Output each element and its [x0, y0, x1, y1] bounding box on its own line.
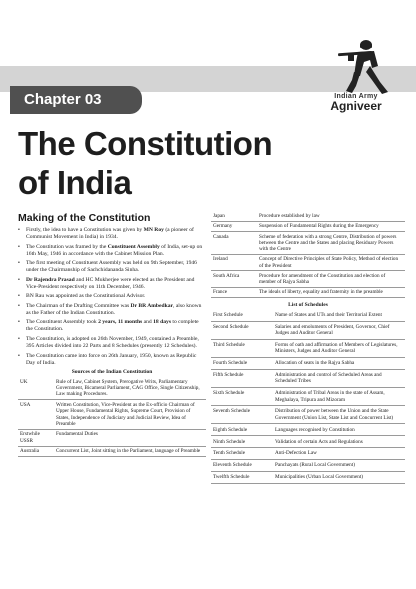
source-features: Rule of Law, Cabinet System, Prerogative Writs, Parliamentary Government, Bicameral Parliament, CAG Office, Single Citizenship, Law making Procedures.	[54, 377, 206, 400]
section-heading: Making of the Constitution	[18, 212, 151, 224]
schedule-description: Anti-Defection Law	[273, 448, 405, 460]
schedule-name: Ninth Schedule	[211, 436, 273, 448]
source-features: Concept of Directive Principles of State Policy, Method of election of the President	[257, 254, 405, 270]
source-country: Australia	[18, 446, 54, 456]
source-country: USA	[18, 400, 54, 430]
source-country: UK	[18, 377, 54, 400]
title-line2: of India	[18, 164, 132, 201]
schedule-description: Languages recognised by Constitution	[273, 424, 405, 436]
table-row	[211, 460, 405, 472]
table-row	[18, 400, 206, 430]
source-features: Fundamental Duties	[54, 429, 206, 446]
chapter-label: Chapter 03	[10, 86, 142, 114]
sources-table	[18, 377, 206, 457]
source-features: Procedure established by law	[257, 212, 405, 222]
table-row	[211, 232, 405, 255]
table-row	[211, 254, 405, 270]
table-row	[211, 388, 405, 406]
schedules-caption: List of Schedules	[288, 301, 328, 308]
bullet-item: ▪ The Chairman of the Drafting Committee was Dr BR Ambedkar, also known as the Father of the Indian Constitution.	[18, 303, 206, 317]
table-row	[211, 448, 405, 460]
table-row	[211, 471, 405, 483]
title-line1: The Constitution	[18, 125, 273, 162]
schedules-table	[211, 310, 405, 484]
bullet-item: ▪ The Constitution came into force on 26th January, 1950, known as Republic Day of India.	[18, 353, 206, 367]
table-row	[211, 357, 405, 369]
schedule-name: Seventh Schedule	[211, 406, 273, 424]
table-row	[211, 212, 405, 222]
table-row	[211, 310, 405, 321]
table-row	[18, 377, 206, 400]
source-features: Suspension of Fundamental Rights during the Emergency	[257, 222, 405, 232]
table-row	[211, 406, 405, 424]
schedule-name: Eighth Schedule	[211, 424, 273, 436]
bullet-item: ▪ The Constituent Assembly took 2 years, 11 months and 18 days to complete the Constitution.	[18, 319, 206, 333]
table-row	[211, 436, 405, 448]
bullet-item: ▪ Firstly, the idea to have a Constitution was given by MN Roy (a pioneer of Communist Movement in India) in 1934.	[18, 227, 206, 241]
source-features: The ideals of liberty, equality and fraternity in the preamble	[257, 287, 405, 297]
soldier-logo-icon	[336, 36, 396, 94]
schedule-description: Administration and control of Scheduled Areas and Scheduled Tribes	[273, 369, 405, 387]
schedule-name: Tenth Schedule	[211, 448, 273, 460]
schedule-description: Salaries and emoluments of President, Governor, Chief Judges and Auditor General	[273, 321, 405, 339]
right-column	[211, 212, 405, 484]
source-country: Ireland	[211, 254, 257, 270]
brand-logo	[316, 93, 396, 113]
table-row	[18, 446, 206, 456]
source-country: Canada	[211, 232, 257, 255]
schedule-name: Fourth Schedule	[211, 357, 273, 369]
schedule-name: Sixth Schedule	[211, 388, 273, 406]
bullet-item: ▪ Dr Rajendra Prasad and HC Mukherjee were elected as the President and Vice-President respectively on 11th December, 1946.	[18, 277, 206, 291]
schedule-name: Second Schedule	[211, 321, 273, 339]
schedule-name: Eleventh Schedule	[211, 460, 273, 472]
schedule-name: First Schedule	[211, 310, 273, 321]
schedule-description: Allocation of seats in the Rajya Sabha	[273, 357, 405, 369]
schedule-name: Twelfth Schedule	[211, 471, 273, 483]
table-row	[211, 424, 405, 436]
table-row	[211, 339, 405, 357]
schedule-description: Distribution of power between the Union and the State Government (Union List, State List and Concurrent List)	[273, 406, 405, 424]
table-row	[18, 429, 206, 446]
source-country: France	[211, 287, 257, 297]
sources-caption: Sources of the Indian Constitution	[71, 369, 153, 376]
table-row	[211, 287, 405, 297]
table-row	[211, 271, 405, 287]
schedule-description: Municipalities (Urban Local Government)	[273, 471, 405, 483]
source-features: Written Constitution, Vice-President as the Ex-officio Chairman of Upper House, Fundamental Rights, Supreme Court, Provision of States, Independence of Judiciary and Judicial Review, Idea of Preamble	[54, 400, 206, 430]
table-row	[211, 222, 405, 232]
schedule-description: Validation of certain Acts and Regulations	[273, 436, 405, 448]
schedule-description: Administration of Tribal Areas in the state of Assam, Meghalaya, Tripura and Mizoram	[273, 388, 405, 406]
source-country: Erstwhile USSR	[18, 429, 54, 446]
brand-line1: Indian Army	[334, 93, 378, 100]
sources-table-continued	[211, 212, 405, 298]
source-country: South Africa	[211, 271, 257, 287]
source-country: Germany	[211, 222, 257, 232]
schedule-description: Forms of oath and affirmation of Members of Legislatures, Ministers, Judges and Auditor General	[273, 339, 405, 357]
bullet-item: ▪ The Constitution was framed by the Constituent Assembly of India, set-up on 16th May, 1946 in accordance with the Cabinet Mission Plan.	[18, 244, 206, 258]
schedule-description: Name of States and UTs and their Territorial Extent	[273, 310, 405, 321]
brand-line2: Agniveer	[330, 99, 382, 113]
bullet-item: ▪ The first meeting of Constituent Assembly was held on 9th September, 1946 under the Chairmanship of Sachchidananda Sinha.	[18, 260, 206, 274]
left-column	[18, 212, 206, 457]
table-row	[211, 369, 405, 387]
source-features: Scheme of federation with a strong Centre, Distribution of powers between the Centre and the States and placing Residuary Powers with the Centre	[257, 232, 405, 255]
source-features: Procedure for amendment of the Constitution and election of member of Rajya Sabha	[257, 271, 405, 287]
schedule-name: Third Schedule	[211, 339, 273, 357]
bullet-item: ▪ The Constitution, is adopted on 26th November, 1949, contained a Preamble, 395 Articles divided into 22 Parts and 8 Schedules (presently 12 Schedules).	[18, 336, 206, 350]
schedule-name: Fifth Schedule	[211, 369, 273, 387]
table-row	[211, 321, 405, 339]
schedule-description: Panchayats (Rural Local Government)	[273, 460, 405, 472]
source-country: Japan	[211, 212, 257, 222]
source-features: Concurrent List, Joint sitting in the Parliament, language of Preamble	[54, 446, 206, 456]
making-bullets	[18, 227, 206, 367]
bullet-item: ▪ BN Rau was appointed as the Constitutional Advisor.	[18, 293, 206, 300]
page-title	[18, 124, 272, 202]
